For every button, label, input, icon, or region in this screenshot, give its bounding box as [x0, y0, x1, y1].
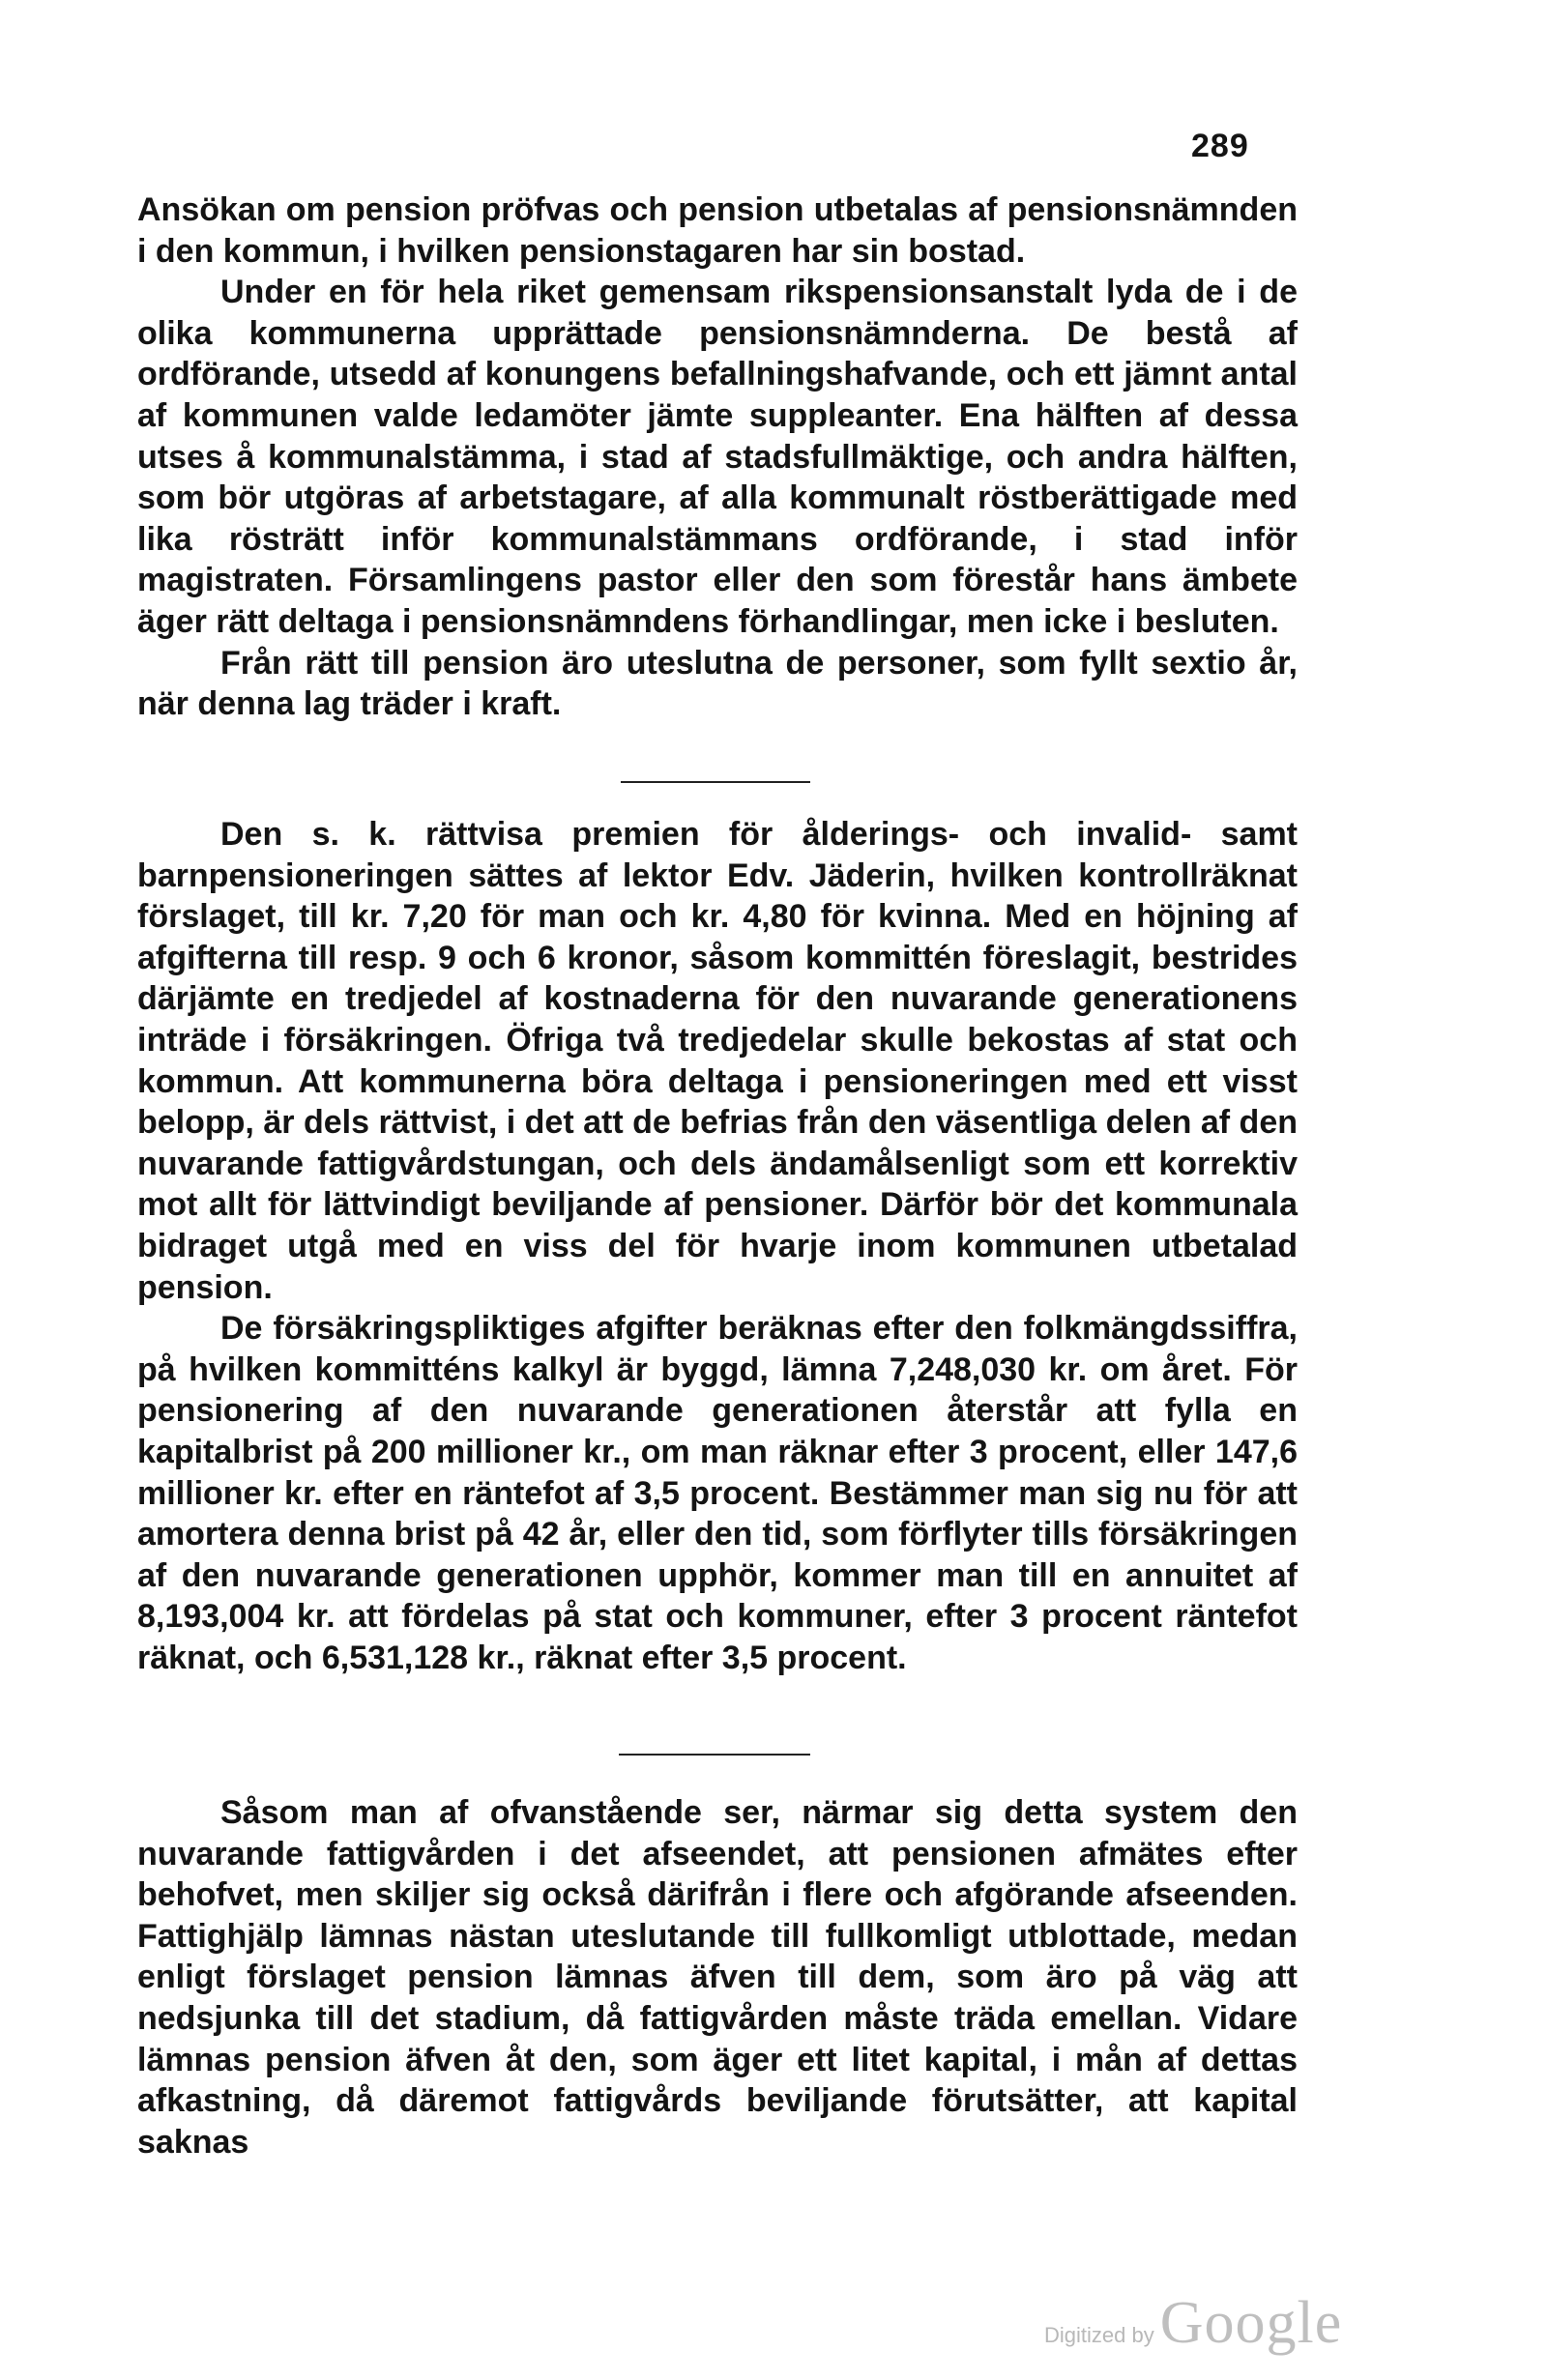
paragraph: Ansökan om pension pröfvas och pension utbetalas af pensionsnämnden i den kommun, i hvilken pensionstagaren har sin bostad. [137, 191, 1298, 270]
section-divider [621, 781, 810, 783]
digitized-label: Digitized by [1044, 2323, 1154, 2347]
text-section-3 [137, 1792, 1298, 2162]
google-logo: Google [1159, 2290, 1343, 2356]
text-section-1 [137, 189, 1298, 725]
paragraph: Under en för hela riket gemensam rikspensionsanstalt lyda de i de olika kommunerna upprättade pensionsnämnderna. De bestå af ordförande, utsedd af konungens befallningshafvande, och ett jämnt antal af kommunen valde ledamöter jämte suppleanter. Ena hälften af dessa utses å kommunalstämma, i stad af stadsfullmäktige, och andra hälften, som bör utgöras af arbetstagare, af alla kommunalt röstberättigade med lika rösträtt inför kommunalstämmans ordförande, i stad inför magistraten. Församlingens pastor eller den som förestår hans ämbete äger rätt deltaga i pensionsnämndens förhandlingar, men icke i besluten. [137, 274, 1298, 640]
paragraph: Den s. k. rättvisa premien för ålderings- och invalid- samt barnpensioneringen sättes af lektor Edv. Jäderin, hvilken kontrollräknat förslaget, till kr. 7,20 för man och kr. 4,80 för kvinna. Med en höjning af afgifterna till resp. 9 och 6 kronor, såsom kommittén föreslagit, bestrides därjämte en tredjedel af kostnaderna för den nuvarande generationens inträde i försäkringen. Öfriga två tredjedelar skulle bekostas af stat och kommun. Att kommunerna böra deltaga i pensioneringen med ett visst belopp, är dels rättvist, i det att de befrias från den väsentliga delen af den nuvarande fattigvårdstungan, och dels ändamålsenligt som ett korrektiv mot allt för lättvindigt beviljande af pensioner. Därför bör det kommunala bidraget utgå med en viss del för hvarje inom kommunen utbetalad pension. [137, 816, 1298, 1306]
digitized-by-watermark [1044, 2289, 1342, 2358]
paragraph: De försäkringspliktiges afgifter beräknas efter den folkmängdssiffra, på hvilken kommitténs kalkyl är byggd, lämna 7,248,030 kr. om året. För pensionering af den nuvarande generationen återstår att fylla en kapitalbrist på 200 millioner kr., om man räknar efter 3 procent, eller 147,6 millioner kr. efter en räntefot af 3,5 procent. Bestämmer man sig nu för att amortera denna brist på 42 år, eller den tid, som förflyter tills försäkringen af den nuvarande generationen upphör, kommer man till en annuitet af 8,193,004 kr. att fördelas på stat och kommuner, efter 3 procent räntefot räknat, och 6,531,128 kr., räknat efter 3,5 procent. [137, 1310, 1298, 1676]
text-section-2 [137, 814, 1298, 1678]
paragraph: Från rätt till pension äro uteslutna de personer, som fyllt sextio år, när denna lag träder i kraft. [137, 644, 1298, 723]
page-number: 289 [1191, 128, 1249, 164]
section-divider [619, 1754, 810, 1756]
paragraph: Såsom man af ofvanstående ser, närmar sig detta system den nuvarande fattigvården i det afseendet, att pensionen afmätes efter behofvet, men skiljer sig också därifrån i flere och afgörande afseenden. Fattighjälp lämnas nästan uteslutande till fullkomligt utblottade, medan enligt förslaget pension lämnas äfven till dem, som äro på väg att nedsjunka till det stadium, då fattigvården måste träda emellan. Vidare lämnas pension äfven åt den, som äger ett litet kapital, i mån af dettas afkastning, då däremot fattigvårds beviljande förutsätter, att kapital saknas [137, 1794, 1298, 2161]
